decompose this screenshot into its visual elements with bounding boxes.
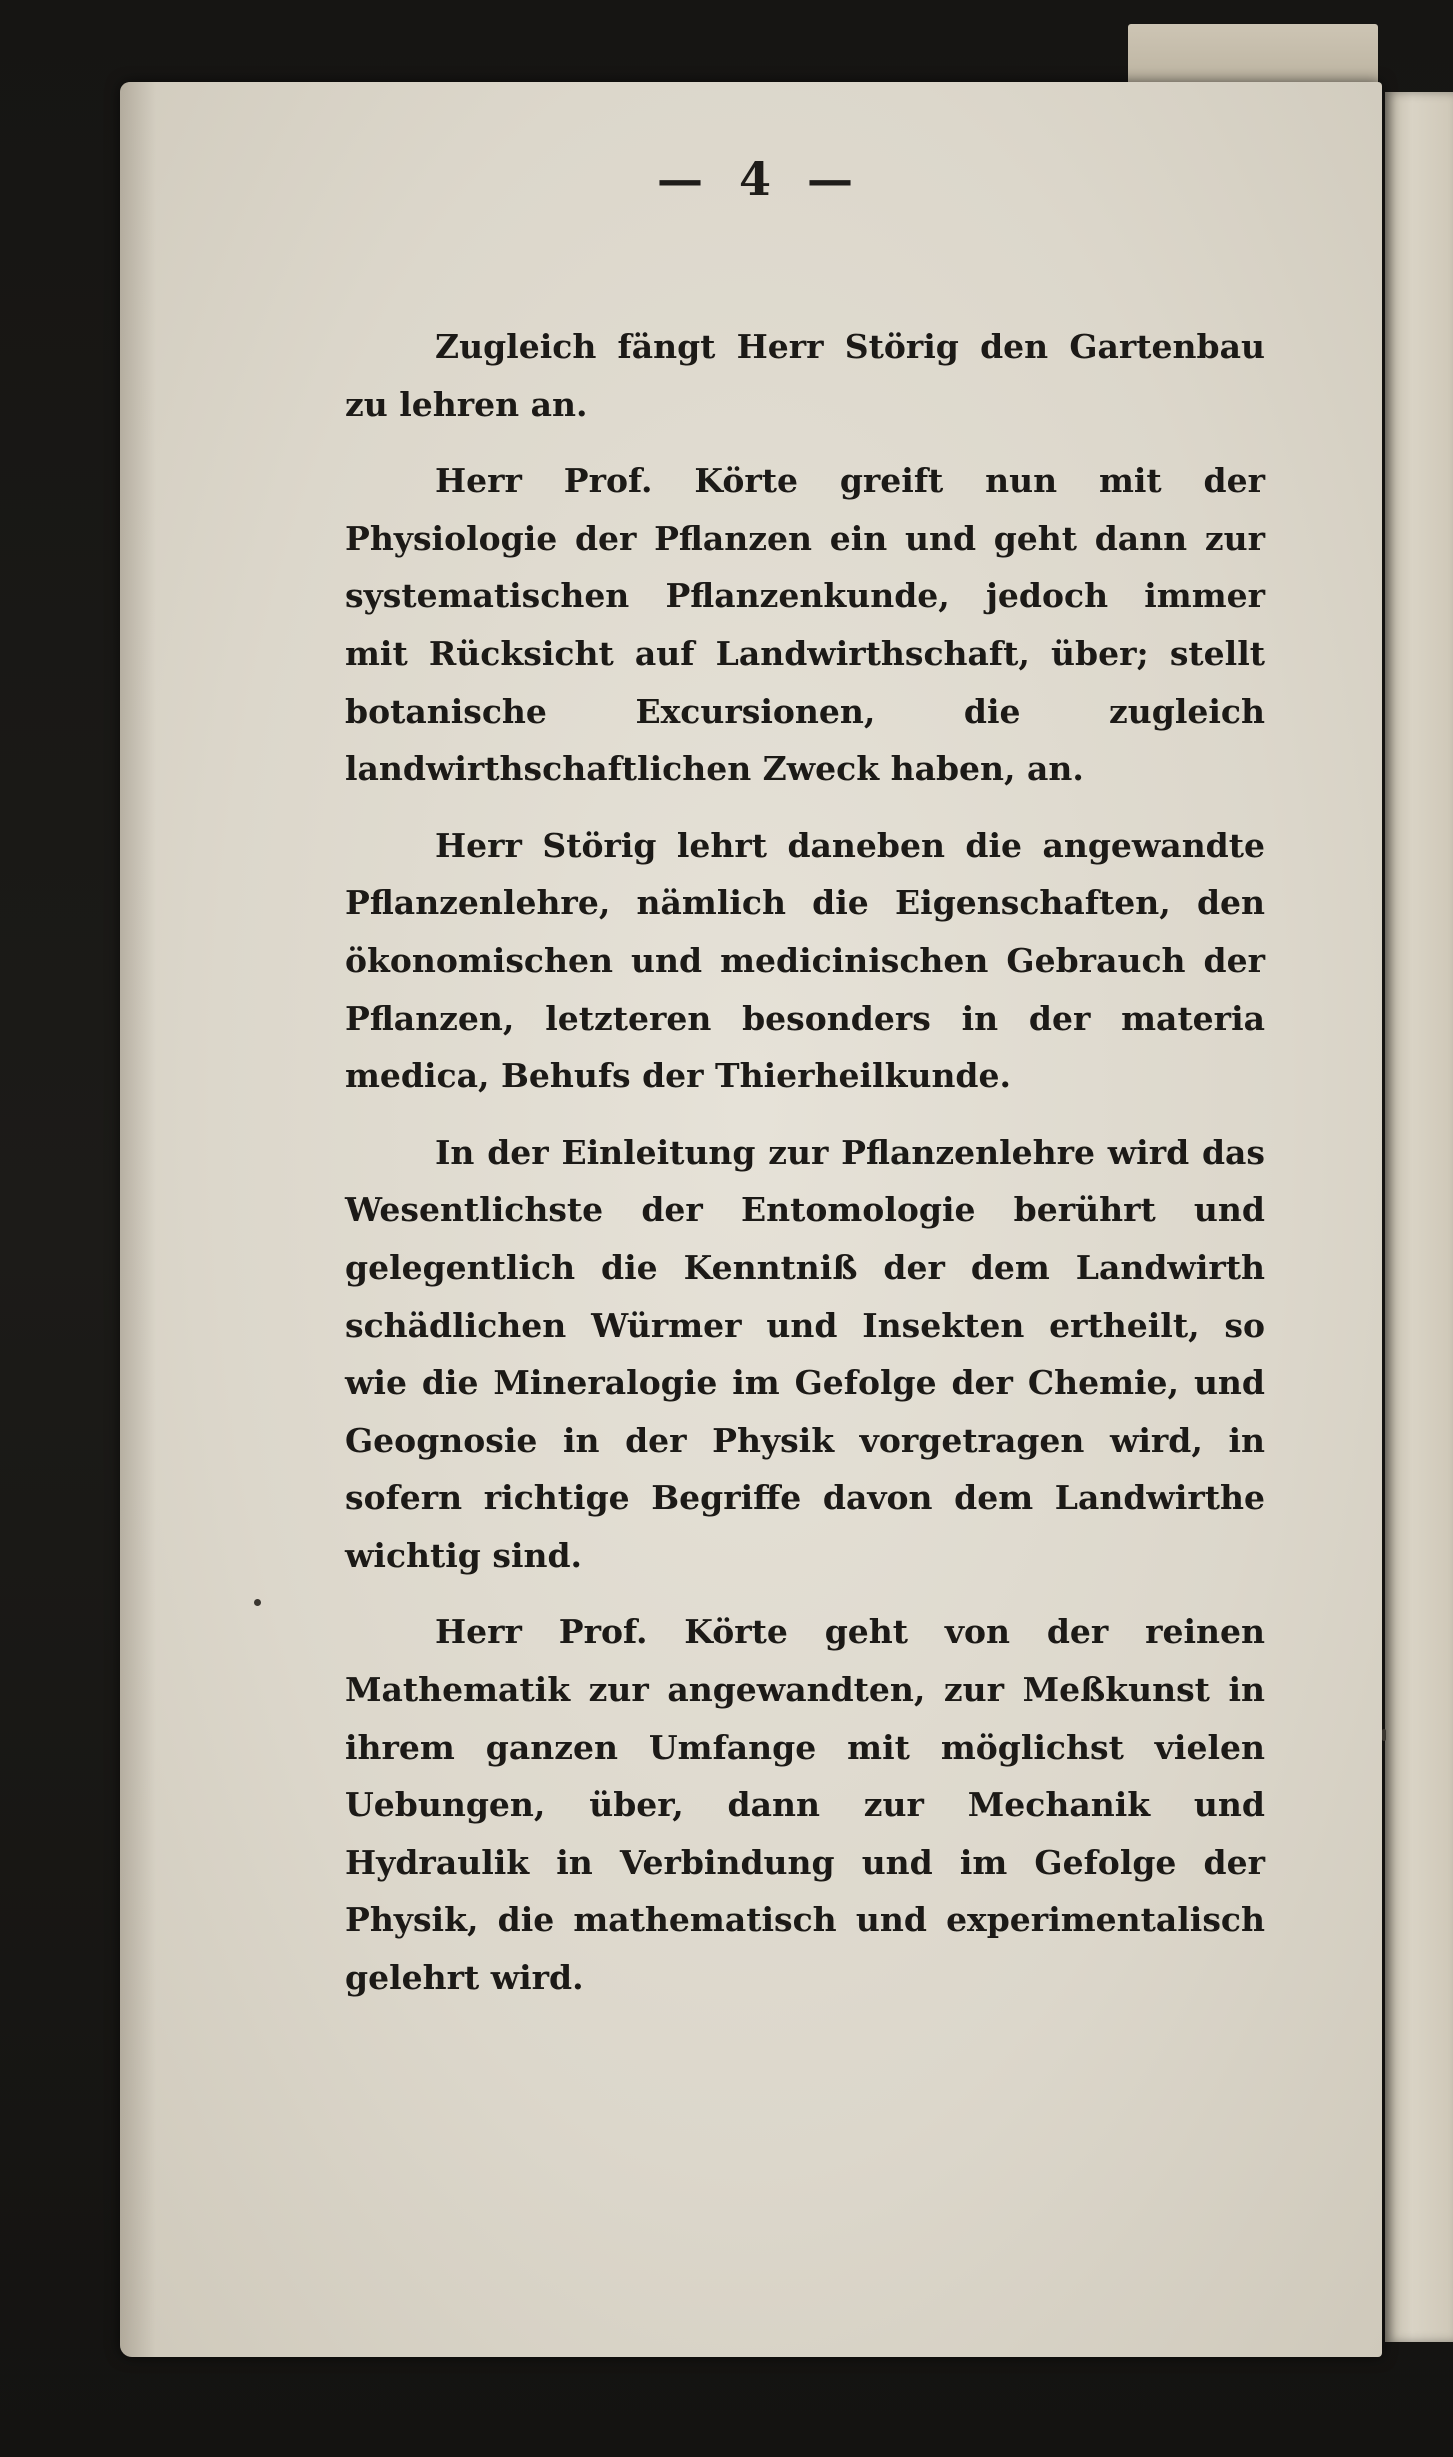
paper-speck [1382, 1729, 1386, 1741]
paragraph-2: Herr Prof. Körte greift nun mit der Physiologie der Pflanzen ein und geht dann zur systematischen Pflanzenkunde, jedoch immer mit Rücksicht auf Landwirthschaft, über; stellt botanische Excursionen, die zugleich landwirthschaftlichen Zweck haben, an. [345, 461, 1265, 789]
facing-page-edge [1385, 92, 1453, 2342]
page-number: — 4 — [656, 152, 864, 206]
paragraph-4: In der Einleitung zur Pflanzenlehre wird das Wesentlichste der Entomologie berührt und gelegentlich die Kenntniß der dem Landwirth schädlichen Würmer und Insekten ertheilt, so wie die Mineralogie im Gefolge der Chemie, und Geognosie in der Physik vorgetragen wird, in sofern richtige Begriffe davon dem Landwirthe wichtig sind. [345, 1132, 1265, 1575]
body-text [345, 318, 1265, 2007]
paragraph-1: Zugleich fängt Herr Störig den Gartenbau zu lehren an. [345, 327, 1265, 424]
paragraph-5: Herr Prof. Körte geht von der reinen Mathematik zur angewandten, zur Meßkunst in ihrem ganzen Umfange mit möglichst vielen Uebungen, über, dann zur Mechanik und Hydraulik in Verbindung und im Gefolge der Physik, die mathematisch und experimentalisch gelehrt wird. [345, 1612, 1265, 1998]
paper-speck [254, 1599, 261, 1606]
paragraph-3: Herr Störig lehrt daneben die angewandte Pflanzenlehre, nämlich die Eigenschaften, den ökonomischen und medicinischen Gebrauch der Pflanzen, letzteren besonders in der materia medica, Behufs der Thierheilkunde. [345, 825, 1265, 1096]
